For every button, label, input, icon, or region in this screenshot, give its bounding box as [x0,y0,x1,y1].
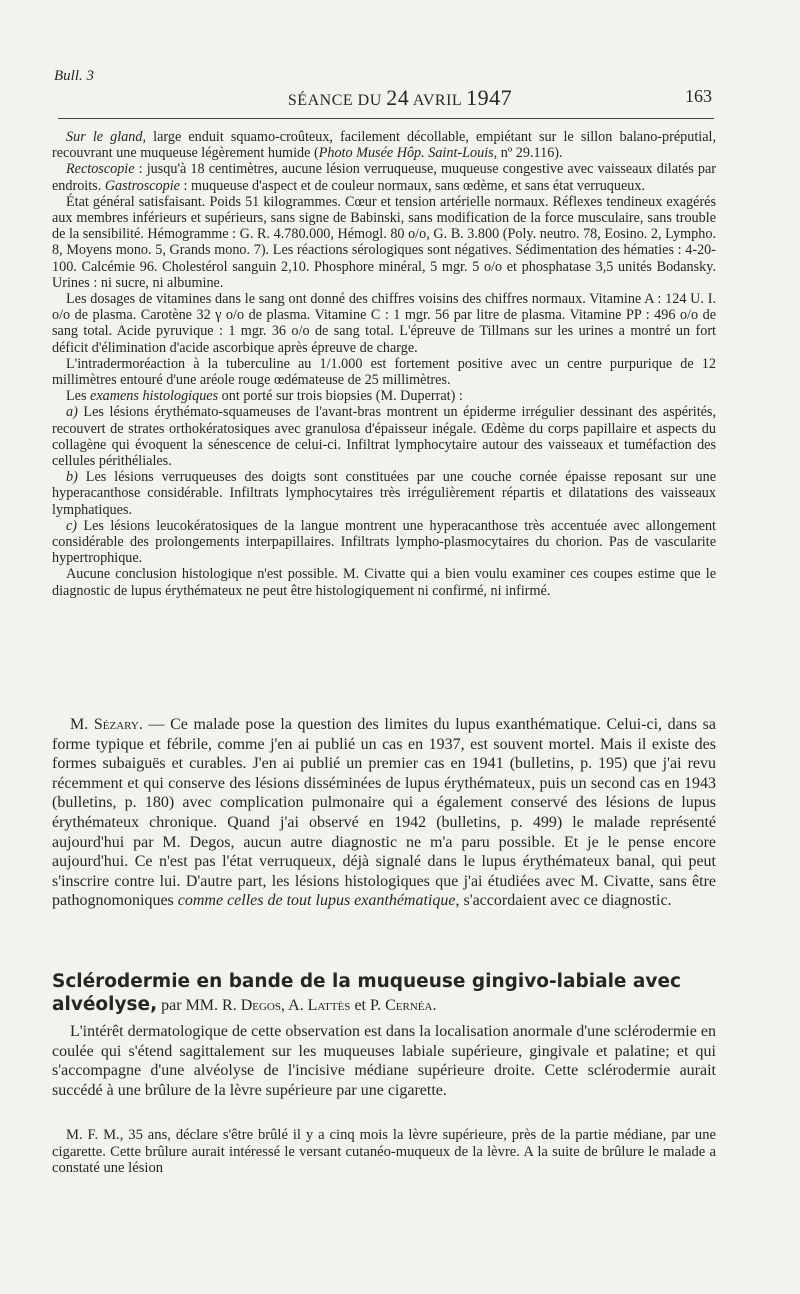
author-cernea: Cernéa [385,997,433,1014]
exam-pre: Les [66,388,91,405]
biopsy-c-label: c) [66,517,78,534]
case-report-continued [52,129,716,599]
article-authors [157,997,436,1014]
authors-by: par MM. R. [157,997,241,1014]
article-title-text: Sclérodermie en bande de la muqueuse gingivo-labiale avec alvéolyse, [52,971,681,1015]
gastro-label: Gastroscopie [104,177,180,194]
paragraph-vitamines: Les dosages de vitamines dans le sang ont donné des chiffres voisins des chiffres normaux. Vitamine A : 124 U. I. o/o de plasma. Carotène 32 γ o/o de plasma. Vitamine C : 1 mgr. 56 par litre de plasma. Vitamine PP : 496 o/o de sang total. Acide pyruvique : 1 mgr. 36 o/o de sang total. L'épreuve de Tillmans sur les urines a montré un fort déficit d'élimination d'acide ascorbique après épreuve de charge. [52,291,716,356]
author-lattes: Lattès [307,997,351,1014]
running-head-pre: SÉANCE DU [287,92,387,109]
biopsy-a-label: a) [66,404,78,421]
authors-end: . [432,997,437,1014]
discussion-italic: comme celles de tout lupus exanthématique [177,892,456,910]
gland-photo: Photo Musée Hôp. Saint-Louis [318,145,494,162]
recto-label: Rectoscopie [66,161,135,178]
biopsy-a-text: Les lésions érythémato-squameuses de l'avant-bras montrent un épiderme irrégulier dessinant des aspérités, recouvert de strates orthokératosiques avec granulosa d'épaisseur inégale. Œdème du corps papillaire et aspects du collagène qui évoquent la sénescence de celui-ci. Infiltrat lymphocytaire autour des vaisseaux et tuméfaction des cellules périthéliales. [52,404,716,470]
discussion-text-b: , s'accordaient avec ce diagnostic. [455,892,672,910]
speaker-name: Sézary [93,716,139,733]
gastro-text: : muqueuse d'aspect et de couleur normaux, sans œdème, et sans état verruqueux. [179,177,646,194]
running-head [0,85,800,111]
paragraph-biopsy-a [52,404,716,469]
page-number: 163 [685,86,712,106]
discussion-text-a: . — Ce malade pose la question des limites du lupus exanthématique. Celui-ci, dans sa forme typique et fébrile, comme j'en ai publié un cas en 1937, est souvent mortel. Mais il existe des formes subaiguës et curables. J'en ai publié un premier cas en 1941 (bulletins, p. 195) que j'ai revu récemment et qui conserve des lésions disséminées de lupus érythémateux, puis un second cas en 1943 (bulletins, p. 180) avec complication pulmonaire qui a également conservé des lésions de lupus érythémateux chronique. Quand j'ai observé en 1942 (bulletins, p. 499) le malade représenté aujourd'hui par M. Degos, aucun autre diagnostic ne m'a paru possible. Et je le pense encore aujourd'hui. Ce n'est pas l'état verruqueux, déjà signalé dans le lupus érythémateux banal, qui peut s'inscrire contre lui. D'autre part, les lésions histologiques que j'ai étudiées avec M. Civatte, sans être pathognomoniques [52,716,716,910]
biopsy-b-label: b) [66,469,78,486]
paragraph-intradermo: L'intradermoréaction à la tuberculine au 1/1.000 est fortement positive avec un centre purpurique de 12 millimètres entouré d'une aréole rouge œdémateuse de 25 millimètres. [52,355,716,389]
gland-ref: , nº 29.116). [493,145,563,162]
paragraph-biopsy-c [52,518,716,567]
discussion-block [52,715,716,911]
authors-sep2: et P. [350,997,386,1014]
exam-post: ont porté sur trois biopsies (M. Duperrat) : [218,388,463,405]
bulletin-label: Bull. 3 [54,68,94,84]
gland-label: Sur le gland, [66,129,147,145]
paragraph-sezary [52,715,716,911]
header-rule [58,118,714,119]
paragraph-rectoscopie [52,161,716,193]
paragraph-examens [52,388,716,404]
authors-sep1: , A. [280,997,308,1014]
article-intro [52,1022,716,1100]
paragraph-case-start: M. F. M., 35 ans, déclare s'être brûlé il y a cinq mois la lèvre supérieure, près de la partie médiane, par une cigarette. Cette brûlure aurait intéressé le versant cutanéo-muqueux de la lèvre. A la suite de brûlure le malade a constaté une lésion [52,1127,716,1176]
exam-italic: examens histologiques [90,388,219,405]
running-head-year: 1947 [466,85,513,110]
paragraph-gland [52,129,716,161]
author-degos: Degos [240,997,281,1014]
biopsy-c-text: Les lésions leucokératosiques de la langue montrent une hyperacanthose très accentuée avec allongement considérable des prolongements interpapillaires. Infiltrats lympho-plasmocytaires du chorion. Pas de vascularite hypertrophique. [52,517,716,567]
gland-text: large enduit squamo-croûteux, facilement décollable, empiétant sur le sillon balano-préputial, recouvrant une muqueuse légèrement humide ( [52,129,716,162]
running-head-mid: AVRIL [409,92,467,109]
speaker-prefix: M. [70,716,94,733]
paragraph-intro: L'intérêt dermatologique de cette observation est dans la localisation anormale d'une sclérodermie en coulée qui s'étend sagittalement sur les muqueuses labiale supérieure, gingivale et palatine; et qui s'accompagne d'une alvéolyse de l'incisive médiane supérieure droite. Cette sclérodermie aurait succédé à une brûlure de la lèvre supérieure par une cigarette. [52,1023,716,1099]
biopsy-b-text: Les lésions verruqueuses des doigts sont constituées par une couche cornée épaisse reposant sur une hyperacanthose considérable. Infiltrats lymphocytaires très irrégulièrement répartis et dilatations des vaisseaux lymphatiques. [52,469,716,518]
paragraph-conclusion: Aucune conclusion histologique n'est possible. M. Civatte qui a bien voulu examiner ces coupes estime que le diagnostic de lupus érythémateux ne peut être histologiquement ni confirmé, ni infirmé. [52,566,716,599]
paragraph-etat-general: État général satisfaisant. Poids 51 kilogrammes. Cœur et tension artérielle normaux. Réflexes tendineux exagérés aux membres inférieurs et supérieurs, sans signe de Babinski, sans modification de la force musculaire, sans trouble de la sensibilité. Hémogramme : G. R. 4.780.000, Hémogl. 80 o/o, G. B. 3.800 (Poly. neutro. 78, Eosino. 2, Lympho. 8, Moyens mono. 5, Grands mono. 7). Les réactions sérologiques sont négatives. Sédimentation des hématies : 4-20-100. Calcémie 96. Cholestérol sanguin 2,10. Phosphore minéral, 5 mgr. 5 o/o et phosphatase 3,5 unités Bodansky. Urines : ni sucre, ni albumine. [52,193,716,291]
paragraph-biopsy-b [52,469,716,518]
recto-text: : jusqu'à 18 centimètres, aucune lésion verruqueuse, muqueuse congestive avec vaisseaux dilatés par endroits. [52,161,716,194]
article-case [52,1127,716,1177]
running-head-day: 24 [386,85,410,110]
article-title [52,970,716,1017]
